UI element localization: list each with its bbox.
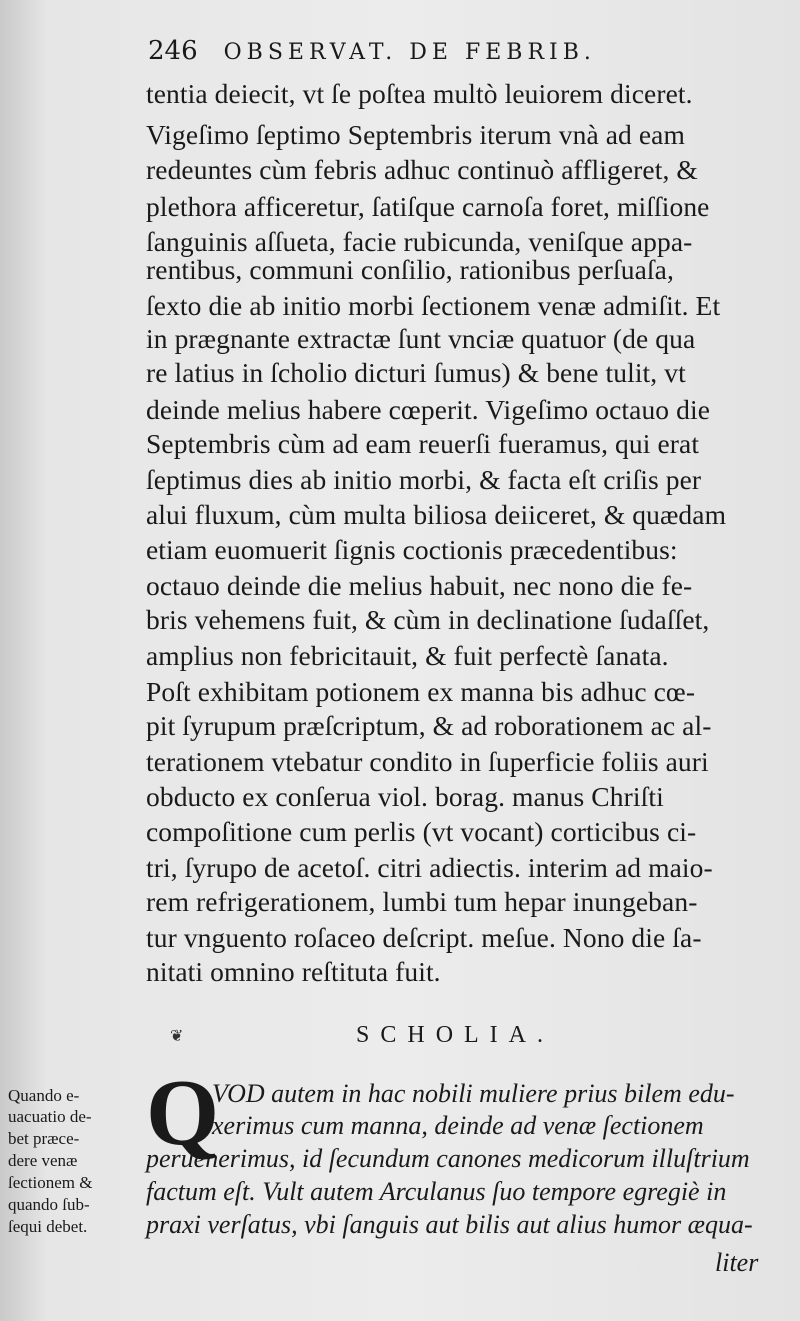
margin-note-line: quando ſub-	[8, 1195, 90, 1214]
text-line: rentibus, communi conſilio, rationibus perſuaſa,	[146, 254, 674, 285]
page-header	[148, 36, 788, 76]
text-line: redeuntes cùm febris adhuc continuò affligeret, &	[146, 154, 698, 185]
text-line: ſanguinis aſſueta, facie rubicunda, veniſque appa-	[146, 226, 693, 257]
text-line: rem refrigerationem, lumbi tum hepar inungeban-	[146, 886, 698, 917]
scholia-line: VOD autem in hac nobili muliere prius bilem edu-	[212, 1079, 735, 1108]
scholia-line: factum eſt. Vult autem Arculanus ſuo tempore egregiè in	[146, 1177, 727, 1206]
text-line: etiam euomuerit ſignis coctionis præcedentibus:	[146, 534, 678, 565]
text-line: in prægnante extractæ ſunt vnciæ quatuor (de qua	[146, 323, 696, 354]
running-title: OBSERVAT. DE FEBRIB.	[223, 40, 596, 65]
text-line: ſeptimus dies ab initio morbi, & facta eſt criſis per	[146, 464, 702, 495]
text-line: alui fluxum, cùm multa biliosa deiiceret, & quædam	[146, 499, 727, 530]
scholia-heading: SCHOLIA.	[356, 1022, 555, 1048]
text-line: Septembris cùm ad eam reuerſi fueramus, qui erat	[146, 428, 700, 459]
text-line: tentia deiecit, vt ſe poſtea multò leuiorem diceret.	[146, 78, 693, 109]
text-line: terationem vtebatur condito in ſuperficie foliis auri	[146, 746, 709, 777]
text-line: octauo deinde die melius habuit, nec nono die fe-	[146, 570, 693, 601]
text-line: tur vnguento roſaceo deſcript. meſue. Nono die ſa-	[146, 922, 702, 953]
text-line: pit ſyrupum præſcriptum, & ad roborationem ac al-	[146, 710, 712, 741]
page-number: 246	[148, 36, 198, 66]
text-line: deinde melius habere cœperit. Vigeſimo octauo die	[146, 394, 711, 425]
margin-note-line: dere venæ	[8, 1151, 78, 1170]
margin-note-line: Quando e-	[8, 1086, 80, 1105]
drop-cap: Q	[146, 1061, 220, 1165]
scholia-line: peruenerimus, id ſecundum canones medicorum illuſtrium	[146, 1144, 750, 1173]
text-line: amplius non febricitauit, & fuit perfectè ſanata.	[146, 640, 669, 671]
text-line: compoſitione cum perlis (vt vocant) corticibus ci-	[146, 816, 697, 847]
text-line: Vigeſimo ſeptimo Septembris iterum vnà ad eam	[146, 119, 685, 150]
text-line: tri, ſyrupo de acetoſ. citri adiectis. interim ad maio-	[146, 852, 713, 883]
text-line: obducto ex conſerua viol. borag. manus Chriſti	[146, 781, 664, 812]
text-line: Poſt exhibitam potionem ex manna bis adhuc cœ-	[146, 676, 696, 707]
catchword: liter	[715, 1248, 759, 1277]
text-line: bris vehemens fuit, & cùm in declinatione ſudaſſet,	[146, 604, 710, 635]
scholia-line: xerimus cum manna, deinde ad venæ ſectionem	[212, 1111, 704, 1140]
text-line: re latius in ſcholio dicturi ſumus) & bene tulit, vt	[146, 357, 686, 388]
text-line: ſexto die ab initio morbi ſectionem venæ admiſit. Et	[146, 290, 721, 321]
margin-note-line: bet præce-	[8, 1129, 80, 1148]
ornament-icon: ❦	[170, 1026, 184, 1045]
text-line: plethora afficeretur, ſatiſque carnoſa foret, miſſione	[146, 191, 710, 222]
text-line: nitati omnino reſtituta fuit.	[146, 956, 441, 987]
margin-note-line: ſequi debet.	[8, 1217, 88, 1236]
margin-note-line: ſectionem &	[8, 1173, 93, 1192]
margin-note-line: uacuatio de-	[8, 1107, 92, 1126]
scholia-line: praxi verſatus, vbi ſanguis aut bilis aut alius humor æqua-	[146, 1210, 753, 1239]
